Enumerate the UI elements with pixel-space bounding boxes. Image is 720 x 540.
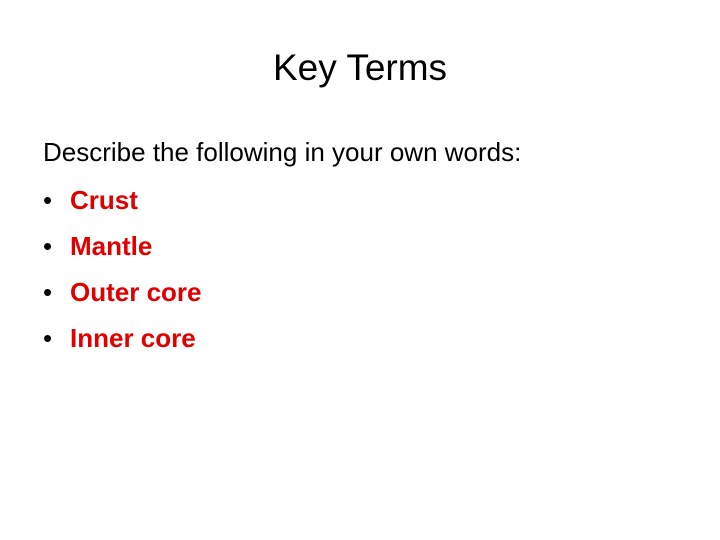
term-label: Mantle: [70, 230, 153, 261]
slide-body: [43, 131, 683, 361]
bullet-icon: •: [43, 184, 53, 215]
list-item: [43, 223, 683, 269]
term-label: Inner core: [70, 322, 196, 353]
term-label: Outer core: [70, 276, 202, 307]
list-item: [43, 315, 683, 361]
term-list: [43, 177, 683, 361]
list-item: [43, 269, 683, 315]
list-item: [43, 177, 683, 223]
intro-text: Describe the following in your own words:: [43, 137, 522, 167]
term-label: Crust: [70, 184, 138, 215]
bullet-icon: •: [43, 230, 53, 261]
bullet-icon: •: [43, 276, 53, 307]
slide-title: Key Terms: [272, 47, 448, 88]
bullet-icon: •: [43, 322, 53, 353]
